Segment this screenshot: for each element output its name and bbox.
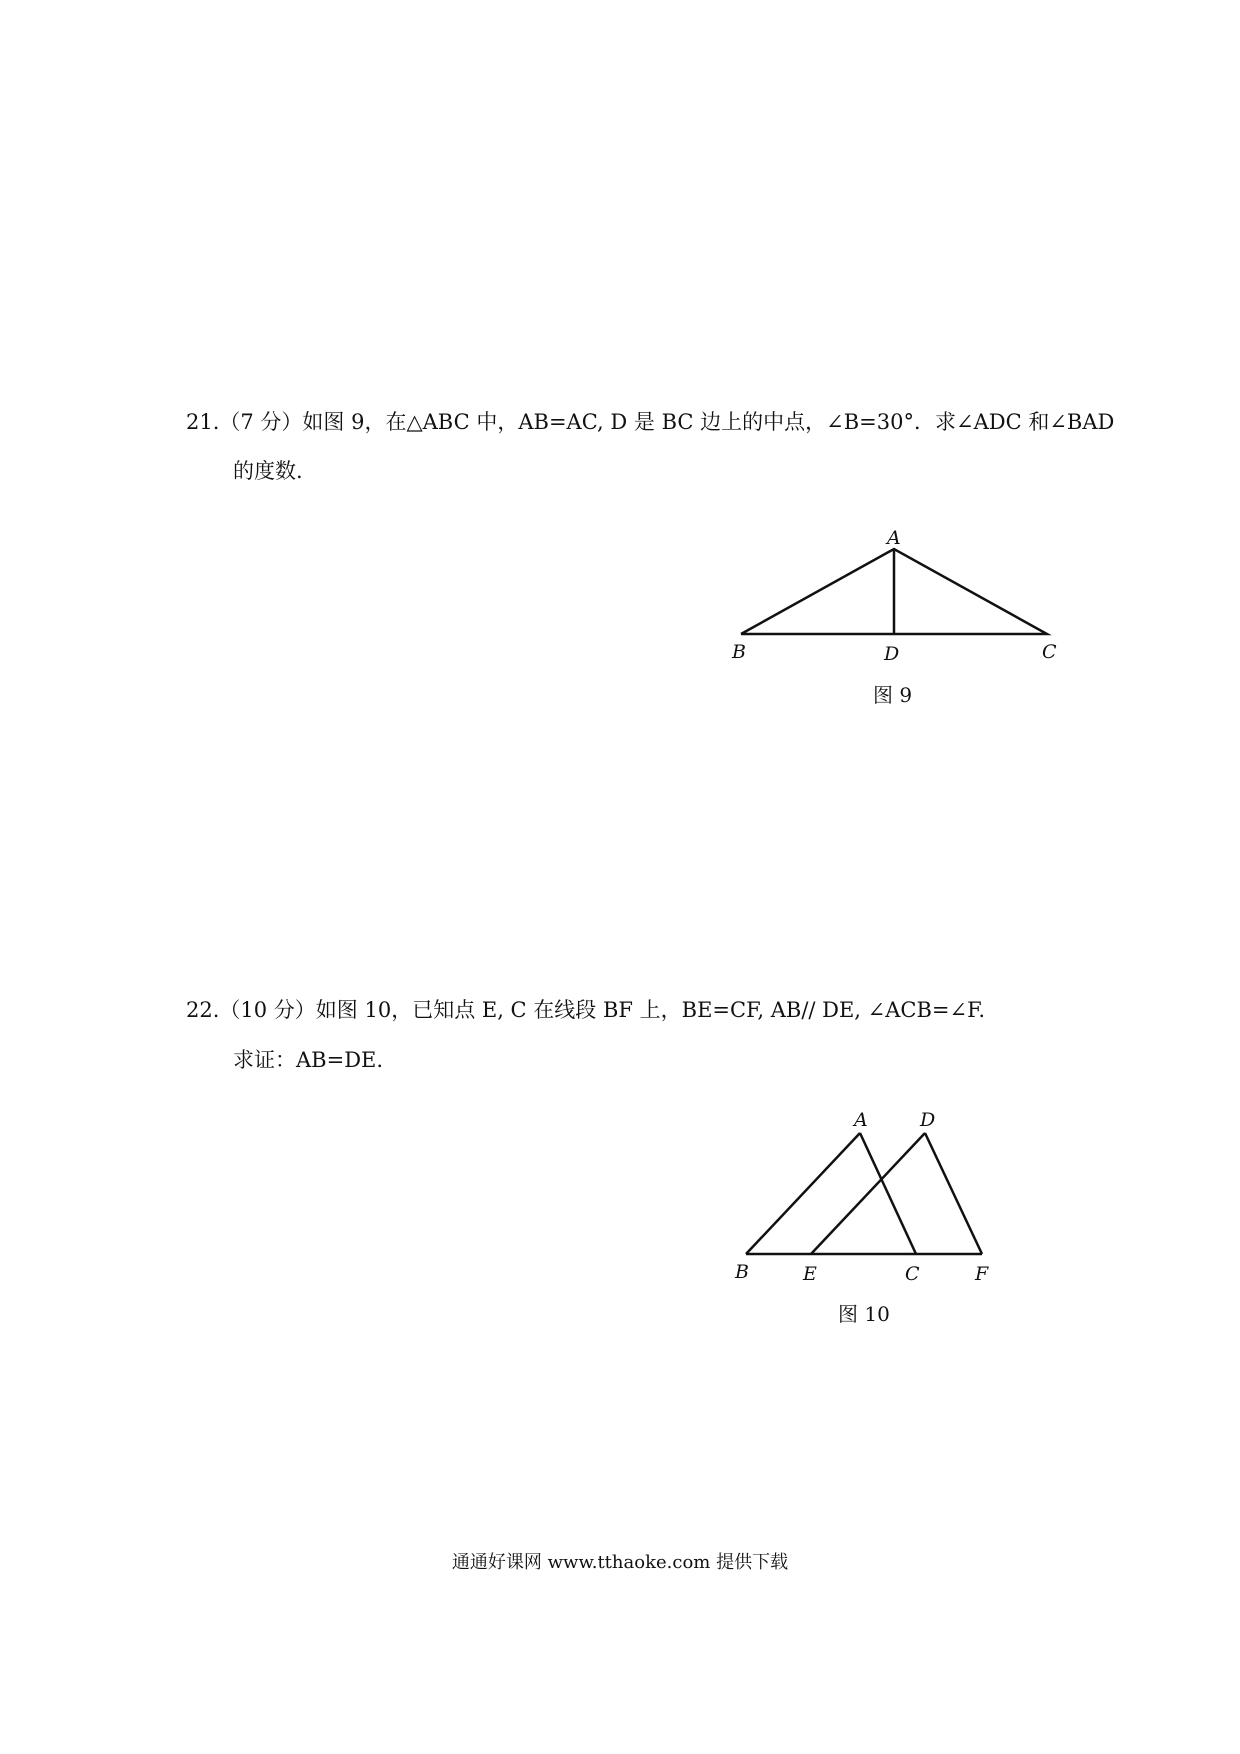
label-d: D xyxy=(920,1109,936,1131)
label-b: B xyxy=(732,641,746,663)
question-21-text: 21.（7 分）如图 9，在△ABC 中，AB=AC, D 是 BC 边上的中点，∠B=30°．求∠ADC 和∠BAD xyxy=(186,410,1115,434)
footer-text: 通通好课网 www.tthaoke.com 提供下载 xyxy=(451,1552,789,1573)
question-22-text: 22.（10 分）如图 10，已知点 E, C 在线段 BF 上，BE=CF, AB// DE, ∠ACB=∠F. xyxy=(186,998,986,1022)
label-a: A xyxy=(854,1109,868,1131)
label-a: A xyxy=(887,527,901,549)
figure-9 xyxy=(720,522,1080,712)
figure-9-caption: 图 9 xyxy=(873,683,913,707)
label-b: B xyxy=(735,1261,749,1283)
figure-10 xyxy=(720,1102,1020,1332)
label-d: D xyxy=(884,643,900,665)
segment-df xyxy=(925,1133,982,1254)
figure-10-caption: 图 10 xyxy=(838,1302,890,1326)
label-f: F xyxy=(975,1263,989,1285)
segment-ab xyxy=(746,1133,860,1254)
label-c: C xyxy=(905,1263,920,1285)
question-22-text-continued: 求证：AB=DE. xyxy=(233,1048,384,1072)
label-c: C xyxy=(1042,641,1057,663)
question-21-text-continued: 的度数. xyxy=(233,459,303,483)
label-e: E xyxy=(803,1263,817,1285)
